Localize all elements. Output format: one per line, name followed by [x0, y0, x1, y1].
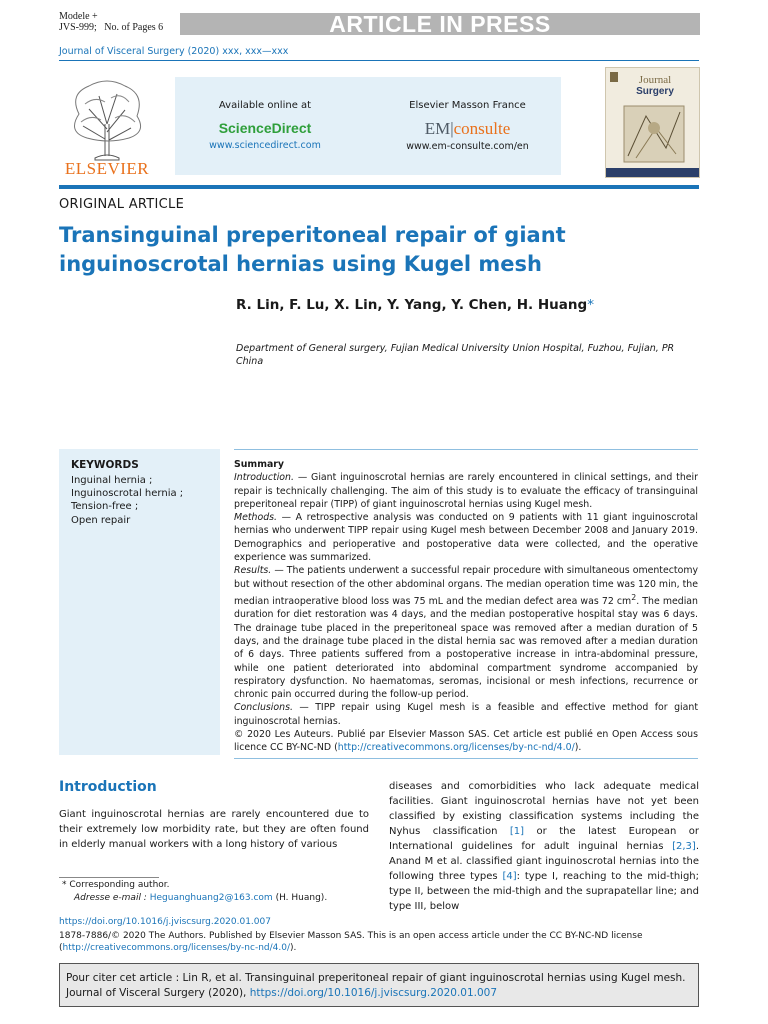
footnote-rule	[59, 877, 159, 878]
corresponding-author-marker[interactable]: *	[587, 297, 594, 313]
copyright-license-link[interactable]: http://creativecommons.org/licenses/by-nc-nd/4.0/	[337, 742, 575, 754]
cover-journal-subtitle: Surgery	[636, 86, 674, 97]
email-link[interactable]: Heguanghuang2@163.com	[149, 893, 273, 903]
header-divider	[59, 185, 699, 189]
citation-text	[66, 971, 694, 1000]
consulte-text: consulte	[453, 119, 511, 138]
keyword-item: Tension-free ;	[71, 501, 139, 513]
results-text-2: . The median duration for diet restoration was 4 days, and the median postoperative hospital stay was 6 days. The drainage tube placed in the preperitoneal space was removed after a median duration of 5 days, and the drainage tube placed in the distal hernia sac was removed after a median duration of 6 days. Three patients suffered from a postoperative increase in intra-abdominal pressure, while one patient deteriorated into abdominal compartment syndrome accompanied by respiratory dysfunction. No haematomas, seromas, incisional or mesh infections, recurrence or chronic pain occurred during the follow-up period.	[234, 596, 698, 701]
abstract	[234, 458, 698, 755]
available-online-label: Available online at	[218, 100, 312, 111]
abstract-copyright	[234, 728, 698, 755]
introduction-heading: Introduction	[59, 779, 157, 795]
citation-body: Pour citer cet article : Lin R, et al. Transinguinal preperitoneal repair of giant inguinoscrotal hernias using Kugel mesh. Journal of Visceral Surgery (2020),	[66, 972, 686, 999]
jvs-id: JVS-999;	[59, 22, 97, 33]
intro-right-text-1: diseases and comorbidities who lack adequate medical facilities. Giant inguinoscrotal hernias have not yet been classified by existing classification systems including the Nyhus classification	[389, 781, 699, 837]
elsevier-wordmark: ELSEVIER	[64, 159, 150, 178]
introduction-right-column	[389, 779, 699, 914]
modele-label: Modele +	[59, 11, 98, 22]
copyright-text: © 2020 Les Auteurs. Publié par Elsevier Masson SAS. Cet article est publié en Open Access sous licence CC BY-NC-ND (	[234, 729, 698, 754]
license-end: ).	[290, 943, 297, 953]
journal-citation-line[interactable]: Journal of Visceral Surgery (2020) xxx, xxx—xxx	[59, 46, 289, 57]
keyword-item: Open repair	[71, 514, 131, 526]
introduction-left-column: Giant inguinoscrotal hernias are rarely encountered due to their extremely low morbidity rate, but they are often found in elderly manual workers with a long history of various	[59, 809, 369, 850]
author-list	[236, 297, 594, 313]
intro-label: Introduction.	[234, 472, 294, 484]
sciencedirect-logo: ScienceDirect	[218, 120, 312, 136]
copyright-end: ).	[574, 742, 582, 754]
top-divider	[59, 60, 699, 61]
em-text: EM	[424, 119, 451, 138]
license-statement	[59, 930, 699, 954]
results-text-1: — The patients underwent a successful repair procedure with simultaneous omentectomy but without resection of the other abdominal organs. The median operation time was 120 min, the median intraoperative blood loss was 75 mL and the median defect area was 72 cm	[234, 565, 698, 608]
page-count: No. of Pages 6	[104, 22, 164, 33]
results-superscript: 2	[631, 592, 637, 602]
sciencedirect-link[interactable]: www.sciencedirect.com	[209, 140, 321, 151]
email-label: Adresse e-mail :	[74, 893, 147, 903]
affiliation: Department of General surgery, Fujian Medical University Union Hospital, Fuzhou, Fujian, PR China	[236, 343, 675, 367]
abstract-bottom-rule	[234, 758, 698, 759]
article-in-press-text: ARTICLE IN PRESS	[329, 11, 551, 37]
manuscript-id	[59, 11, 163, 33]
email-note	[74, 893, 327, 903]
abstract-methods	[234, 511, 698, 564]
results-label: Results.	[234, 565, 272, 577]
em-consulte-link[interactable]: www.em-consulte.com/en	[406, 141, 529, 152]
article-title: Transinguinal preperitoneal repair of giant inguinoscrotal hernias using Kugel mesh	[59, 223, 566, 276]
methods-text: — A retrospective analysis was conducted on 9 patients with 11 giant inguinoscrotal hernias who underwent TIPP repair using Kugel mesh between December 2008 and January 2019. Demographics and perioperative and postoperative data were collected, and the operative experience was summarized.	[234, 512, 698, 564]
keywords-heading: KEYWORDS	[71, 459, 139, 471]
cover-journal-title: Journal	[638, 74, 672, 86]
reference-2-3-link[interactable]: [2,3]	[672, 841, 696, 852]
elsevier-masson-label: Elsevier Masson France	[409, 100, 526, 111]
em-separator: |	[450, 119, 454, 138]
conclusions-label: Conclusions.	[234, 702, 293, 714]
methods-label: Methods.	[234, 512, 278, 524]
citation-doi-link[interactable]: https://doi.org/10.1016/j.jviscsurg.2020.01.007	[249, 986, 498, 999]
email-name: (H. Huang).	[272, 893, 328, 903]
intro-right-text-2: or the latest European or International guidelines for adult inguinal hernias	[389, 826, 700, 852]
abstract-heading: Summary	[234, 459, 285, 470]
intro-right-text-4: : type I, reaching to the mid-thigh; type II, between the mid-thigh and the suprapatellar line; and type III, below	[389, 871, 700, 912]
keyword-item: Inguinoscrotal hernia ;	[71, 488, 184, 500]
license-link[interactable]: http://creativecommons.org/licenses/by-nc-nd/4.0/	[62, 943, 290, 953]
reference-4-link[interactable]: [4]	[502, 871, 517, 882]
abstract-introduction	[234, 471, 698, 511]
keywords-list	[71, 474, 211, 527]
article-type: ORIGINAL ARTICLE	[59, 197, 185, 212]
license-text: 1878-7886/© 2020 The Authors. Published by Elsevier Masson SAS. This is an open access article under the CC BY-NC-ND license (	[59, 931, 643, 953]
abstract-results	[234, 564, 698, 701]
reference-1-link[interactable]: [1]	[509, 826, 525, 837]
intro-text: — Giant inguinoscrotal hernias are rarely encountered in clinical settings, and their repair is technically challenging. The aim of this study is to evaluate the efficacy of transinguinal preperitoneal repair (TIPP) of giant inguinoscrotal hernias using Kugel mesh.	[234, 472, 698, 510]
intro-right-text-3: . Anand M et al. classified giant inguinoscrotal hernias into the following three types	[389, 841, 699, 882]
corresponding-author-note: * Corresponding author.	[62, 880, 170, 890]
em-consulte-logo	[385, 119, 550, 139]
abstract-conclusions	[234, 701, 698, 728]
doi-link[interactable]: https://doi.org/10.1016/j.jviscsurg.2020.01.007	[59, 917, 271, 927]
author-names: R. Lin, F. Lu, X. Lin, Y. Yang, Y. Chen, H. Huang	[236, 297, 588, 313]
keyword-item: Inguinal hernia ;	[71, 475, 153, 486]
abstract-top-rule	[234, 449, 698, 450]
conclusions-text: — TIPP repair using Kugel mesh is a feasible and effective method for giant inguinoscrotal hernias.	[234, 702, 698, 727]
